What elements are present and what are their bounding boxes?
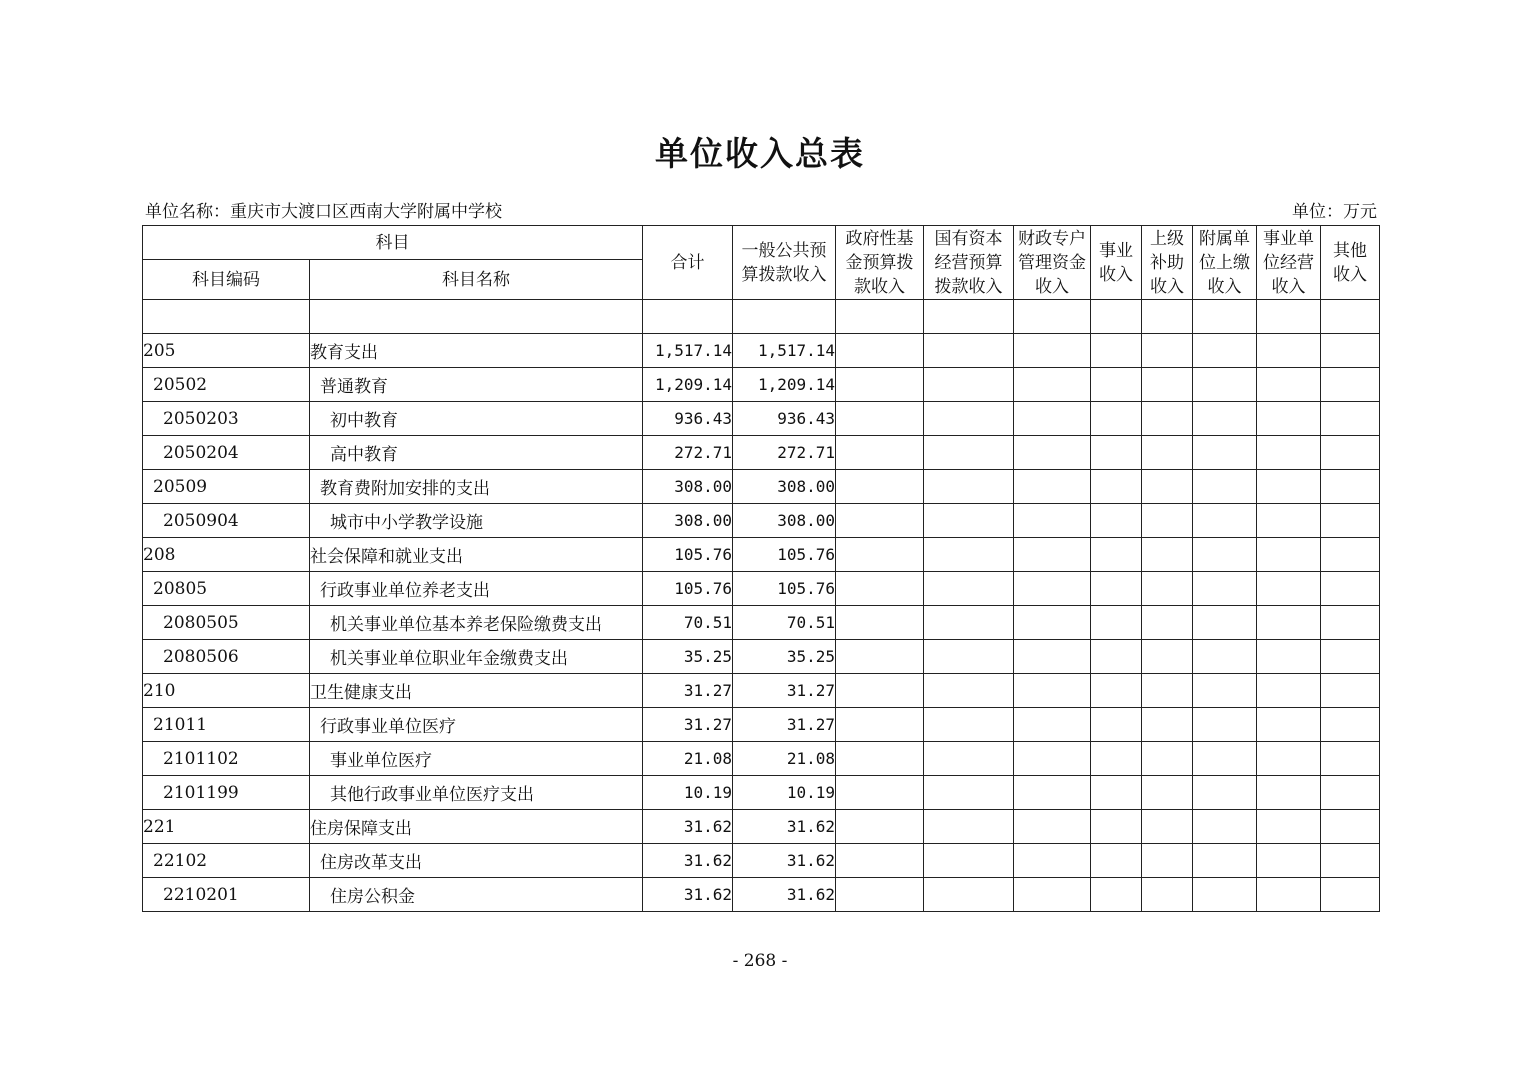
empty-cell	[1142, 538, 1193, 572]
empty-cell	[1142, 844, 1193, 878]
empty-cell	[924, 504, 1014, 538]
empty-cell	[1142, 334, 1193, 368]
page-number: - 268 -	[732, 951, 788, 971]
empty-cell	[1257, 538, 1321, 572]
subject-name: 初中教育	[310, 402, 643, 436]
header-state-capital: 国有资本 经营预算 拨款收入	[924, 226, 1014, 300]
empty-cell	[1091, 572, 1142, 606]
header-subject: 科目	[143, 226, 643, 260]
total-value: 21.08	[643, 742, 733, 776]
empty-cell	[836, 878, 924, 912]
header-operating-income: 事业单 位经营 收入	[1257, 226, 1321, 300]
empty-cell	[1014, 300, 1091, 334]
empty-cell	[1321, 402, 1380, 436]
subject-name: 卫生健康支出	[310, 674, 643, 708]
empty-cell	[1257, 674, 1321, 708]
empty-cell	[1091, 640, 1142, 674]
empty-cell	[1091, 606, 1142, 640]
empty-cell	[924, 334, 1014, 368]
empty-cell	[1142, 572, 1193, 606]
subject-code: 2101199	[143, 776, 310, 810]
empty-cell	[924, 844, 1014, 878]
empty-cell	[1193, 606, 1257, 640]
table-row	[143, 606, 1380, 640]
subject-name: 社会保障和就业支出	[310, 538, 643, 572]
general-budget-value: 70.51	[733, 606, 836, 640]
subject-code: 208	[143, 538, 310, 572]
general-budget-value	[733, 300, 836, 334]
empty-cell	[1193, 844, 1257, 878]
empty-cell	[1193, 810, 1257, 844]
header-general-budget: 一般公共预 算拨款收入	[733, 226, 836, 300]
empty-cell	[836, 572, 924, 606]
empty-cell	[924, 742, 1014, 776]
empty-cell	[1257, 776, 1321, 810]
empty-cell	[1142, 742, 1193, 776]
empty-cell	[1014, 742, 1091, 776]
subject-code	[143, 300, 310, 334]
empty-cell	[1193, 878, 1257, 912]
subject-name: 行政事业单位医疗	[310, 708, 643, 742]
subject-code: 221	[143, 810, 310, 844]
empty-cell	[1193, 742, 1257, 776]
empty-cell	[1257, 300, 1321, 334]
table-row	[143, 810, 1380, 844]
subject-name: 教育支出	[310, 334, 643, 368]
subject-name: 普通教育	[310, 368, 643, 402]
table-row	[143, 572, 1380, 606]
subject-code: 20805	[143, 572, 310, 606]
total-value: 31.62	[643, 844, 733, 878]
empty-cell	[1193, 674, 1257, 708]
empty-cell	[1142, 674, 1193, 708]
empty-cell	[924, 436, 1014, 470]
empty-cell	[1257, 844, 1321, 878]
empty-cell	[1193, 402, 1257, 436]
empty-cell	[1193, 572, 1257, 606]
total-value: 35.25	[643, 640, 733, 674]
empty-cell	[1091, 742, 1142, 776]
empty-cell	[1321, 572, 1380, 606]
empty-cell	[1193, 300, 1257, 334]
table-row	[143, 640, 1380, 674]
subject-code: 2080505	[143, 606, 310, 640]
subject-name: 机关事业单位基本养老保险缴费支出	[310, 606, 643, 640]
table-row	[143, 844, 1380, 878]
empty-cell	[1091, 776, 1142, 810]
empty-cell	[1321, 776, 1380, 810]
empty-cell	[1193, 470, 1257, 504]
empty-cell	[1321, 708, 1380, 742]
empty-cell	[1014, 334, 1091, 368]
general-budget-value: 308.00	[733, 470, 836, 504]
subject-name: 机关事业单位职业年金缴费支出	[310, 640, 643, 674]
empty-cell	[1321, 436, 1380, 470]
total-value: 31.62	[643, 810, 733, 844]
subject-code: 2050203	[143, 402, 310, 436]
total-value: 105.76	[643, 538, 733, 572]
general-budget-value: 31.27	[733, 708, 836, 742]
subject-code: 20509	[143, 470, 310, 504]
general-budget-value: 31.27	[733, 674, 836, 708]
empty-cell	[1014, 776, 1091, 810]
empty-cell	[1257, 878, 1321, 912]
subject-code: 21011	[143, 708, 310, 742]
total-value: 105.76	[643, 572, 733, 606]
empty-cell	[1257, 402, 1321, 436]
header-fiscal-special: 财政专户 管理资金 收入	[1014, 226, 1091, 300]
empty-cell	[1014, 538, 1091, 572]
general-budget-value: 21.08	[733, 742, 836, 776]
total-value: 1,517.14	[643, 334, 733, 368]
header-name: 科目名称	[310, 260, 643, 300]
subject-name: 教育费附加安排的支出	[310, 470, 643, 504]
subject-code: 2210201	[143, 878, 310, 912]
subject-code: 20502	[143, 368, 310, 402]
empty-cell	[1257, 504, 1321, 538]
total-value: 31.62	[643, 878, 733, 912]
subject-code: 205	[143, 334, 310, 368]
empty-cell	[836, 300, 924, 334]
subject-name: 住房改革支出	[310, 844, 643, 878]
total-value: 308.00	[643, 504, 733, 538]
total-value: 70.51	[643, 606, 733, 640]
empty-cell	[1193, 640, 1257, 674]
empty-cell	[1091, 708, 1142, 742]
empty-cell	[1014, 878, 1091, 912]
table-row	[143, 708, 1380, 742]
total-value	[643, 300, 733, 334]
empty-cell	[836, 504, 924, 538]
general-budget-value: 1,209.14	[733, 368, 836, 402]
empty-cell	[836, 538, 924, 572]
header-affiliated-income: 附属单 位上缴 收入	[1193, 226, 1257, 300]
general-budget-value: 272.71	[733, 436, 836, 470]
subject-code: 2101102	[143, 742, 310, 776]
empty-cell	[836, 334, 924, 368]
empty-cell	[1257, 572, 1321, 606]
empty-cell	[1091, 470, 1142, 504]
empty-cell	[1321, 368, 1380, 402]
total-value: 31.27	[643, 674, 733, 708]
subject-code: 22102	[143, 844, 310, 878]
empty-cell	[836, 436, 924, 470]
empty-cell	[1257, 436, 1321, 470]
empty-cell	[836, 708, 924, 742]
empty-cell	[836, 368, 924, 402]
empty-cell	[924, 538, 1014, 572]
empty-cell	[1257, 640, 1321, 674]
general-budget-value: 105.76	[733, 538, 836, 572]
empty-cell	[1193, 708, 1257, 742]
empty-cell	[1257, 606, 1321, 640]
general-budget-value: 31.62	[733, 844, 836, 878]
empty-cell	[836, 674, 924, 708]
empty-cell	[924, 470, 1014, 504]
header-business-income: 事业 收入	[1091, 226, 1142, 300]
empty-cell	[1257, 708, 1321, 742]
header-superior-subsidy: 上级 补助 收入	[1142, 226, 1193, 300]
empty-cell	[1142, 368, 1193, 402]
header-other-income: 其他 收入	[1321, 226, 1380, 300]
table-row	[143, 504, 1380, 538]
table-row	[143, 878, 1380, 912]
table-row	[143, 402, 1380, 436]
empty-cell	[1091, 334, 1142, 368]
header-code: 科目编码	[143, 260, 310, 300]
empty-cell	[1014, 504, 1091, 538]
empty-cell	[1142, 402, 1193, 436]
table-row	[143, 776, 1380, 810]
table-row	[143, 300, 1380, 334]
general-budget-value: 1,517.14	[733, 334, 836, 368]
empty-cell	[1321, 844, 1380, 878]
empty-cell	[1193, 538, 1257, 572]
empty-cell	[1321, 538, 1380, 572]
empty-cell	[1193, 436, 1257, 470]
general-budget-value: 308.00	[733, 504, 836, 538]
empty-cell	[924, 640, 1014, 674]
general-budget-value: 35.25	[733, 640, 836, 674]
total-value: 936.43	[643, 402, 733, 436]
empty-cell	[924, 674, 1014, 708]
empty-cell	[1193, 504, 1257, 538]
empty-cell	[924, 708, 1014, 742]
table-row	[143, 368, 1380, 402]
empty-cell	[1014, 402, 1091, 436]
empty-cell	[1321, 674, 1380, 708]
empty-cell	[1091, 674, 1142, 708]
empty-cell	[1142, 470, 1193, 504]
empty-cell	[924, 300, 1014, 334]
empty-cell	[1321, 878, 1380, 912]
empty-cell	[1091, 538, 1142, 572]
empty-cell	[836, 844, 924, 878]
general-budget-value: 105.76	[733, 572, 836, 606]
empty-cell	[1321, 606, 1380, 640]
table-row	[143, 334, 1380, 368]
empty-cell	[1091, 844, 1142, 878]
income-table	[142, 225, 1380, 912]
empty-cell	[1257, 368, 1321, 402]
empty-cell	[1014, 810, 1091, 844]
empty-cell	[1142, 640, 1193, 674]
subject-name: 行政事业单位养老支出	[310, 572, 643, 606]
table-row	[143, 436, 1380, 470]
total-value: 31.27	[643, 708, 733, 742]
empty-cell	[1014, 708, 1091, 742]
empty-cell	[1257, 334, 1321, 368]
unit-label: 单位：万元	[1292, 202, 1377, 222]
general-budget-value: 10.19	[733, 776, 836, 810]
empty-cell	[924, 606, 1014, 640]
empty-cell	[1142, 810, 1193, 844]
empty-cell	[836, 640, 924, 674]
empty-cell	[1014, 572, 1091, 606]
empty-cell	[1091, 436, 1142, 470]
subject-name: 事业单位医疗	[310, 742, 643, 776]
table-row	[143, 538, 1380, 572]
empty-cell	[836, 776, 924, 810]
empty-cell	[1091, 810, 1142, 844]
empty-cell	[1091, 878, 1142, 912]
empty-cell	[1257, 742, 1321, 776]
page-title: 单位收入总表	[655, 134, 865, 173]
header-gov-fund: 政府性基 金预算拨 款收入	[836, 226, 924, 300]
total-value: 272.71	[643, 436, 733, 470]
subject-name	[310, 300, 643, 334]
empty-cell	[1321, 810, 1380, 844]
subject-code: 210	[143, 674, 310, 708]
empty-cell	[1091, 368, 1142, 402]
empty-cell	[1142, 606, 1193, 640]
empty-cell	[924, 878, 1014, 912]
empty-cell	[924, 810, 1014, 844]
table-row	[143, 674, 1380, 708]
subject-name: 高中教育	[310, 436, 643, 470]
empty-cell	[1014, 436, 1091, 470]
subject-name: 住房公积金	[310, 878, 643, 912]
empty-cell	[1321, 470, 1380, 504]
empty-cell	[1091, 504, 1142, 538]
table-row	[143, 742, 1380, 776]
subject-code: 2080506	[143, 640, 310, 674]
empty-cell	[1257, 810, 1321, 844]
empty-cell	[836, 402, 924, 436]
empty-cell	[1014, 368, 1091, 402]
unit-name: 单位名称：重庆市大渡口区西南大学附属中学校	[145, 202, 502, 222]
empty-cell	[1142, 300, 1193, 334]
empty-cell	[1142, 708, 1193, 742]
empty-cell	[1091, 300, 1142, 334]
header-total: 合计	[643, 226, 733, 300]
empty-cell	[1142, 504, 1193, 538]
empty-cell	[1257, 470, 1321, 504]
general-budget-value: 936.43	[733, 402, 836, 436]
table-row	[143, 470, 1380, 504]
subject-code: 2050904	[143, 504, 310, 538]
general-budget-value: 31.62	[733, 810, 836, 844]
empty-cell	[1321, 334, 1380, 368]
empty-cell	[836, 606, 924, 640]
total-value: 10.19	[643, 776, 733, 810]
empty-cell	[836, 810, 924, 844]
empty-cell	[1014, 674, 1091, 708]
empty-cell	[1193, 776, 1257, 810]
empty-cell	[1142, 436, 1193, 470]
empty-cell	[924, 572, 1014, 606]
empty-cell	[1014, 606, 1091, 640]
empty-cell	[836, 742, 924, 776]
empty-cell	[1193, 368, 1257, 402]
empty-cell	[924, 776, 1014, 810]
empty-cell	[1014, 470, 1091, 504]
subject-name: 城市中小学教学设施	[310, 504, 643, 538]
empty-cell	[1321, 742, 1380, 776]
subject-name: 住房保障支出	[310, 810, 643, 844]
empty-cell	[1142, 776, 1193, 810]
empty-cell	[1142, 878, 1193, 912]
total-value: 308.00	[643, 470, 733, 504]
empty-cell	[1091, 402, 1142, 436]
empty-cell	[1321, 504, 1380, 538]
empty-cell	[1014, 640, 1091, 674]
empty-cell	[1321, 300, 1380, 334]
subject-name: 其他行政事业单位医疗支出	[310, 776, 643, 810]
empty-cell	[1193, 334, 1257, 368]
total-value: 1,209.14	[643, 368, 733, 402]
empty-cell	[924, 402, 1014, 436]
empty-cell	[1321, 640, 1380, 674]
subject-code: 2050204	[143, 436, 310, 470]
empty-cell	[836, 470, 924, 504]
general-budget-value: 31.62	[733, 878, 836, 912]
empty-cell	[1014, 844, 1091, 878]
empty-cell	[924, 368, 1014, 402]
